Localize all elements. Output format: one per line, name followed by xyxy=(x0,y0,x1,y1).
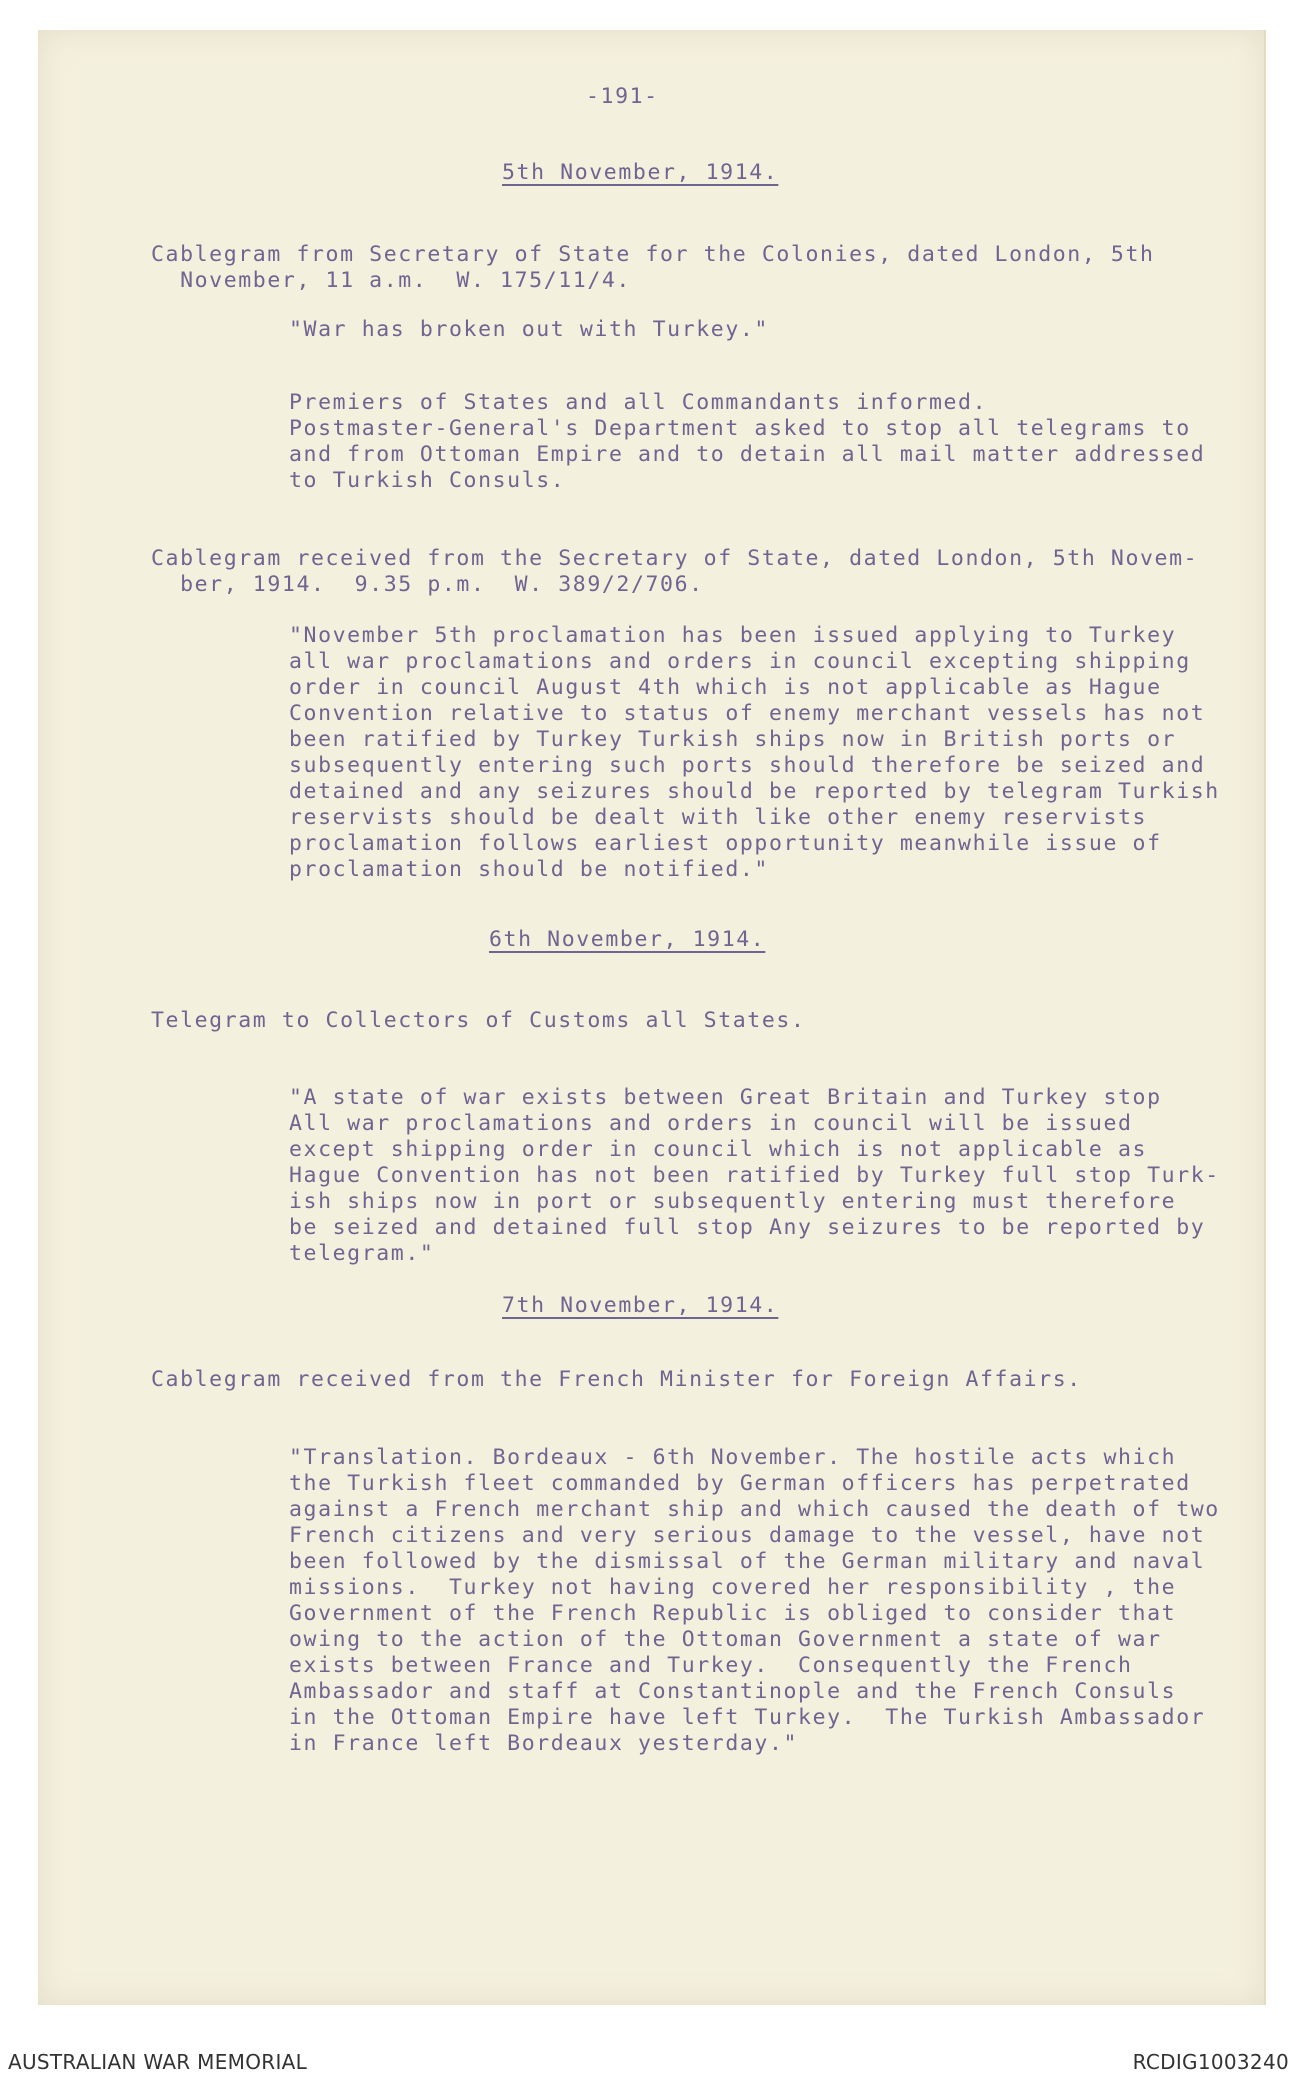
date-heading-6-nov: 6th November, 1914. xyxy=(489,927,766,952)
cablegram-quote-2: "November 5th proclamation has been issued applying to Turkey all war proclamations and orders in council excepting shipping order in council August 4th which is not applicable as Hague Convention relative to status of enemy merchant vessels has not been ratified by Turkey Turkish ships now in British ports or subsequently entering such ports should therefore be seized and detained and any seizures should be reported by telegram Turkish reservists should be dealt with like other enemy reservists proclamation follows earliest opportunity meanwhile issue of proclamation should be notified." xyxy=(289,623,1220,882)
cablegram-quote-4: "Translation. Bordeaux - 6th November. The hostile acts which the Turkish fleet commanded by German officers has perpetrated against a French merchant ship and which caused the death of two French citizens and very serious damage to the vessel, have not been followed by the dismissal of the German military and naval missions. Turkey not having covered her responsibility , the Government of the French Republic is obliged to consider that owing to the action of the Ottoman Government a state of war exists between France and Turkey. Consequently the French Ambassador and staff at Constantinople and the French Consuls in the Ottoman Empire have left Turkey. The Turkish Ambassador in France left Bordeaux yesterday." xyxy=(289,1445,1220,1756)
footer-archive-name: AUSTRALIAN WAR MEMORIAL xyxy=(8,2050,308,2074)
cablegram-header-4: Cablegram received from the French Minister for Foreign Affairs. xyxy=(151,1367,1082,1392)
date-heading-7-nov: 7th November, 1914. xyxy=(502,1293,779,1318)
document-page xyxy=(38,30,1266,2005)
action-note-1: Premiers of States and all Commandants informed. Postmaster-General's Department asked to stop all telegrams to and from Ottoman Empire and to detain all mail matter addressed to Turkish Consuls. xyxy=(289,390,1206,493)
cablegram-header-1: Cablegram from Secretary of State for the Colonies, dated London, 5th November, 11 a.m. W. 175/11/4. xyxy=(151,242,1155,293)
footer-record-id: RCDIG1003240 xyxy=(1132,2050,1289,2074)
cablegram-header-2: Cablegram received from the Secretary of State, dated London, 5th Novem- ber, 1914. 9.35 p.m. W. 389/2/706. xyxy=(151,546,1199,597)
page-number: -191- xyxy=(586,84,659,109)
date-heading-5-nov: 5th November, 1914. xyxy=(502,160,779,185)
cablegram-quote-1: "War has broken out with Turkey." xyxy=(289,317,769,342)
telegram-quote-3: "A state of war exists between Great Britain and Turkey stop All war proclamations and orders in council will be issued except shipping order in council which is not applicable as Hague Convention has not been ratified by Turkey full stop Turk- ish ships now in port or subsequently entering must therefore be seized and detained full stop Any seizures to be reported by telegram." xyxy=(289,1085,1220,1266)
telegram-header-3: Telegram to Collectors of Customs all States. xyxy=(151,1008,806,1033)
